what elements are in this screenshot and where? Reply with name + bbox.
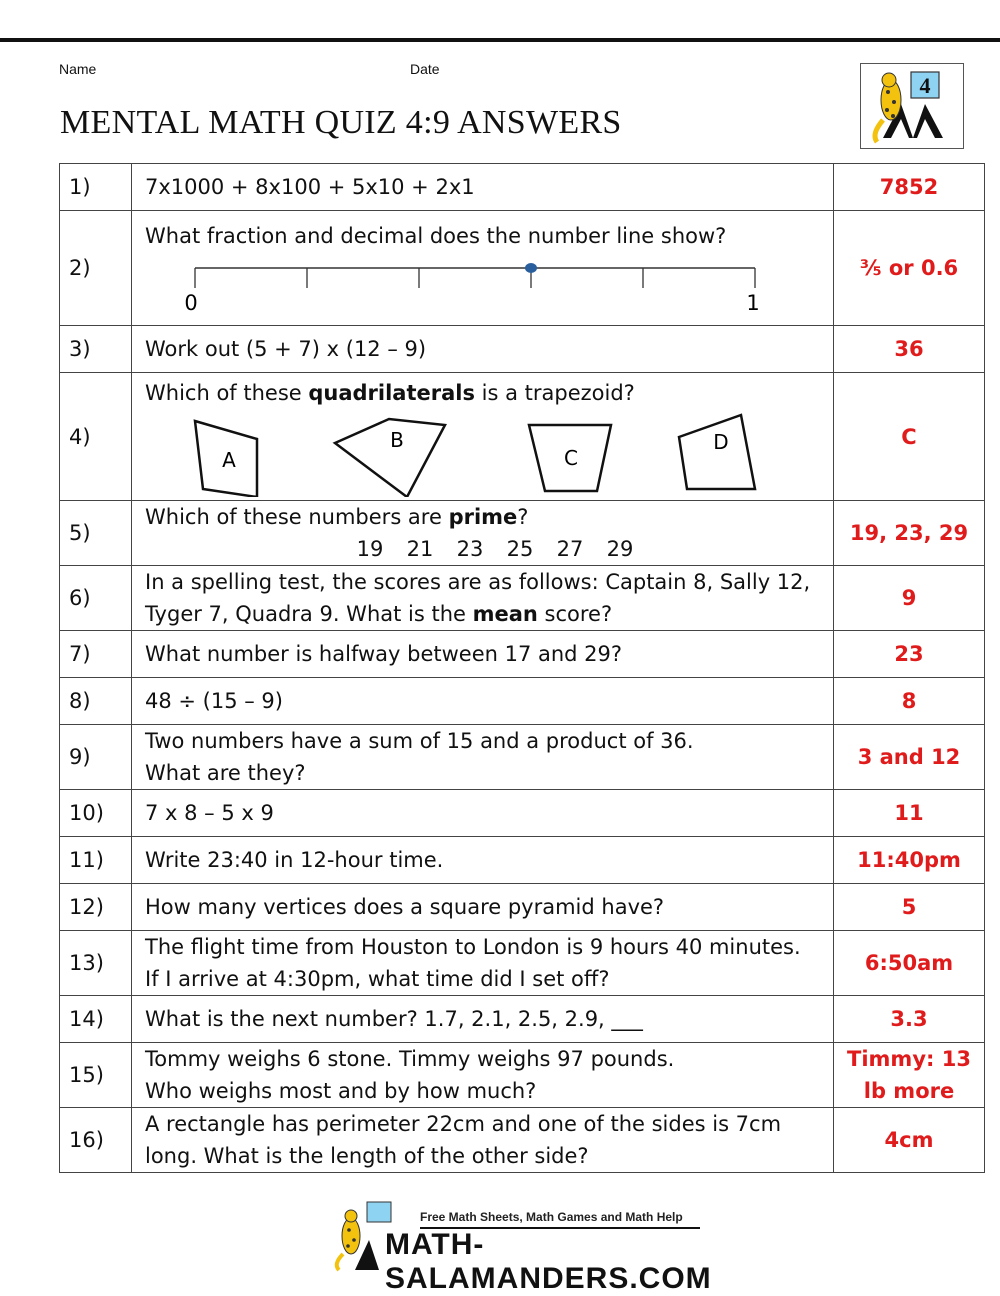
question-number: 16) (60, 1108, 132, 1173)
footer-brand (325, 1200, 715, 1295)
logo-grade-number: 4 (919, 73, 931, 98)
question-number: 5) (60, 501, 132, 566)
answer-cell: 6:50am (834, 931, 985, 996)
page-title: MENTAL MATH QUIZ 4:9 ANSWERS (60, 104, 622, 141)
question-number: 6) (60, 566, 132, 631)
question-number: 13) (60, 931, 132, 996)
question-text (132, 164, 834, 211)
quadrilateral-label: B (390, 427, 404, 452)
quadrilateral-label: A (222, 447, 236, 472)
top-rule (0, 38, 1000, 42)
question-line: If I arrive at 4:30pm, what time did I set off? (145, 967, 610, 991)
question-text (132, 837, 834, 884)
question-text (132, 790, 834, 837)
question-line: Who weighs most and by how much? (145, 1079, 537, 1103)
question-number: 10) (60, 790, 132, 837)
number-line-start-label: 0 (184, 291, 198, 315)
question-text (132, 884, 834, 931)
question-line: ? (517, 505, 529, 529)
number-option: 25 (506, 537, 534, 561)
question-number: 1) (60, 164, 132, 211)
question-number: 9) (60, 725, 132, 790)
date-label: Date (410, 61, 440, 77)
answer-cell: 23 (834, 631, 985, 678)
number-line-marker (525, 263, 537, 273)
question-number: 7) (60, 631, 132, 678)
question-line: Which of these numbers are (145, 505, 449, 529)
answer-cell: 9 (834, 566, 985, 631)
quiz-row (60, 373, 985, 501)
question-line: How many vertices does a square pyramid have? (145, 895, 665, 919)
number-option: 27 (556, 537, 584, 561)
question-text (132, 326, 834, 373)
question-line: Tyger 7, Quadra 9. What is the (145, 602, 473, 626)
quiz-row (60, 790, 985, 837)
question-line: Work out (5 + 7) x (12 – 9) (145, 337, 427, 361)
question-text (132, 931, 834, 996)
quiz-row (60, 1043, 985, 1108)
quiz-row (60, 566, 985, 631)
quiz-row (60, 678, 985, 725)
answer-line: lb more (863, 1079, 955, 1103)
answer-cell: ⅗ or 0.6 (834, 211, 985, 326)
number-line-end-label: 1 (746, 291, 760, 315)
quiz-row (60, 725, 985, 790)
question-number: 11) (60, 837, 132, 884)
answer-cell: C (834, 373, 985, 501)
answer-cell: 11:40pm (834, 837, 985, 884)
question-line: What fraction and decimal does the number line show? (145, 224, 727, 248)
quadrilateral-label: C (564, 445, 578, 470)
footer-site-link[interactable]: MATH-SALAMANDERS.COM (385, 1228, 712, 1295)
question-text (132, 501, 834, 566)
answer-cell: 7852 (834, 164, 985, 211)
number-option: 21 (406, 537, 434, 561)
question-line: What are they? (145, 761, 306, 785)
question-number: 8) (60, 678, 132, 725)
number-option: 29 (606, 537, 634, 561)
answer-cell: 5 (834, 884, 985, 931)
question-text (132, 211, 834, 326)
question-keyword: quadrilaterals (308, 380, 475, 405)
question-line: long. What is the length of the other side? (145, 1144, 589, 1168)
answer-cell: 8 (834, 678, 985, 725)
question-line: is a trapezoid? (474, 380, 635, 405)
question-line: 7 x 8 – 5 x 9 (145, 801, 274, 825)
quadrilateral-shapes (145, 409, 833, 497)
number-option: 19 (356, 537, 384, 561)
answer-cell (834, 1043, 985, 1108)
question-text (132, 678, 834, 725)
question-number: 12) (60, 884, 132, 931)
quiz-row (60, 164, 985, 211)
number-line (145, 252, 833, 316)
quiz-row (60, 501, 985, 566)
quiz-row (60, 931, 985, 996)
quiz-row (60, 837, 985, 884)
quiz-row (60, 631, 985, 678)
answer-cell: 3.3 (834, 996, 985, 1043)
name-label: Name (59, 61, 97, 77)
answer-cell: 36 (834, 326, 985, 373)
question-text (132, 996, 834, 1043)
answer-line: Timmy: 13 (847, 1047, 971, 1071)
answer-cell: 4cm (834, 1108, 985, 1173)
question-keyword: mean (472, 602, 538, 626)
question-text (132, 631, 834, 678)
question-text (132, 1108, 834, 1173)
footer-tagline: Free Math Sheets, Math Games and Math Help (420, 1210, 683, 1224)
quiz-table (59, 163, 985, 1173)
question-text (132, 566, 834, 631)
answer-cell: 3 and 12 (834, 725, 985, 790)
question-number: 14) (60, 996, 132, 1043)
answer-cell: 11 (834, 790, 985, 837)
question-number: 15) (60, 1043, 132, 1108)
question-line: score? (537, 602, 613, 626)
question-text (132, 1043, 834, 1108)
quiz-row (60, 1108, 985, 1173)
question-number: 4) (60, 373, 132, 501)
quiz-row (60, 884, 985, 931)
question-text (132, 725, 834, 790)
question-line: Tommy weighs 6 stone. Timmy weighs 97 pounds. (145, 1047, 675, 1071)
question-line: 48 ÷ (15 – 9) (145, 689, 283, 713)
question-line: The flight time from Houston to London is 9 hours 40 minutes. (145, 935, 801, 959)
quiz-row (60, 326, 985, 373)
question-line: What is the next number? 1.7, 2.1, 2.5, 2.9, ___ (145, 1007, 643, 1031)
quiz-row (60, 996, 985, 1043)
question-line: 7x1000 + 8x100 + 5x10 + 2x1 (145, 175, 475, 199)
number-options (345, 533, 833, 565)
question-line: What number is halfway between 17 and 29? (145, 642, 623, 666)
question-keyword: prime (448, 505, 518, 529)
quadrilateral-label: D (713, 429, 729, 454)
question-number: 3) (60, 326, 132, 373)
grade-logo (860, 63, 964, 149)
quiz-row (60, 211, 985, 326)
question-text (132, 373, 834, 501)
question-line: Write 23:40 in 12-hour time. (145, 848, 444, 872)
number-option: 23 (456, 537, 484, 561)
question-number: 2) (60, 211, 132, 326)
question-line: In a spelling test, the scores are as follows: Captain 8, Sally 12, (145, 570, 811, 594)
salamander-logo-icon (861, 64, 963, 148)
question-line: Which of these (145, 380, 309, 405)
question-line: Two numbers have a sum of 15 and a product of 36. (145, 729, 694, 753)
answer-cell: 19, 23, 29 (834, 501, 985, 566)
question-line: A rectangle has perimeter 22cm and one of the sides is 7cm (145, 1112, 782, 1136)
